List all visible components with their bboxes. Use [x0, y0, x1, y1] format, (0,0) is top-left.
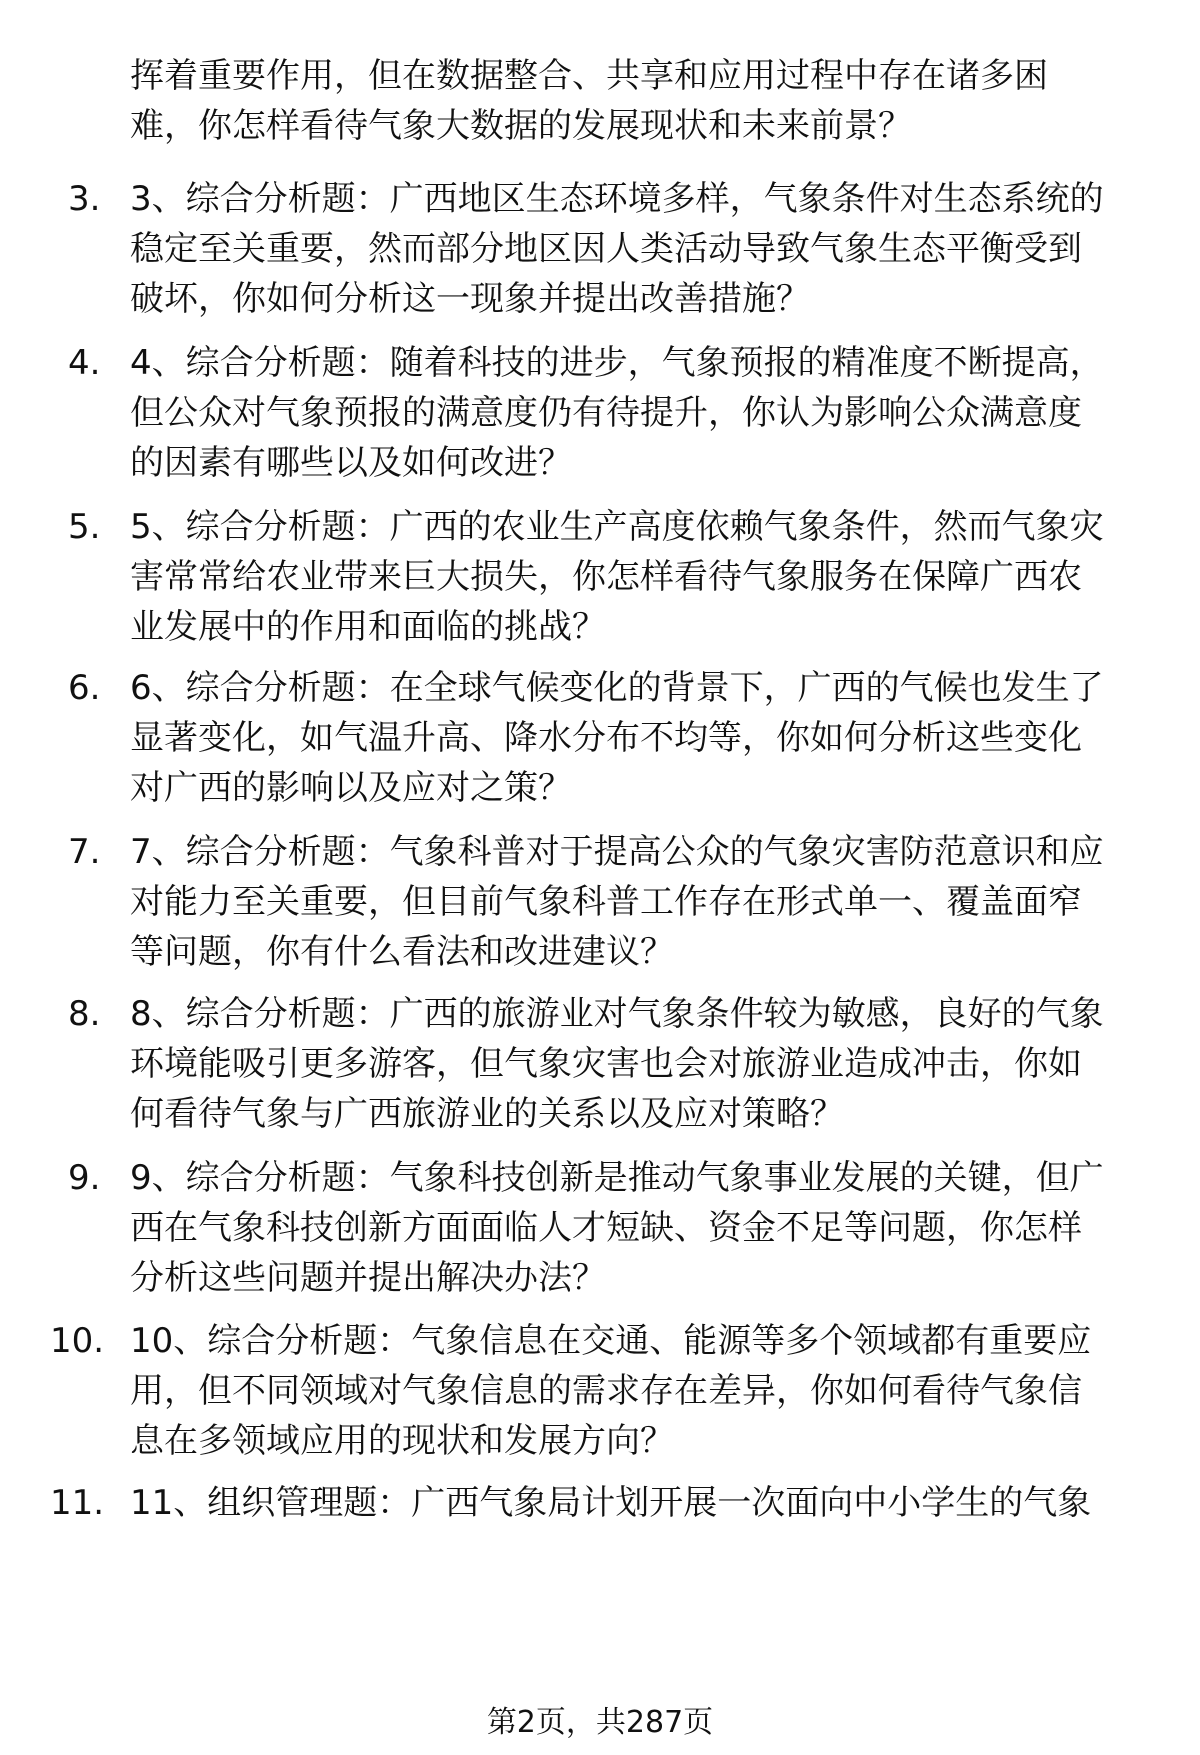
- question-line: 7、综合分析题：气象科普对于提高公众的气象灾害防范意识和应: [130, 832, 1104, 872]
- question-line: 环境能吸引更多游客，但气象灾害也会对旅游业造成冲击，你如: [130, 1044, 1082, 1084]
- question-line: 业发展中的作用和面临的挑战？: [130, 607, 606, 647]
- question-line: 息在多领域应用的现状和发展方向？: [130, 1421, 674, 1461]
- question-line: 稳定至关重要，然而部分地区因人类活动导致气象生态平衡受到: [130, 229, 1082, 269]
- question-number: 6.: [68, 668, 101, 708]
- question-line: 等问题，你有什么看法和改进建议？: [130, 932, 674, 972]
- question-number: 8.: [68, 994, 101, 1034]
- question-line: 3、综合分析题：广西地区生态环境多样，气象条件对生态系统的: [130, 179, 1104, 219]
- question-line: 用，但不同领域对气象信息的需求存在差异，你如何看待气象信: [130, 1371, 1082, 1411]
- intro-line: 难，你怎样看待气象大数据的发展现状和未来前景？: [130, 106, 912, 146]
- question-line: 8、综合分析题：广西的旅游业对气象条件较为敏感，良好的气象: [130, 994, 1104, 1034]
- question-line: 9、综合分析题：气象科技创新是推动气象事业发展的关键，但广: [130, 1158, 1104, 1198]
- question-line: 但公众对气象预报的满意度仍有待提升，你认为影响公众满意度: [130, 393, 1082, 433]
- question-number: 9.: [68, 1158, 101, 1198]
- question-line: 4、综合分析题：随着科技的进步，气象预报的精准度不断提高，: [130, 343, 1104, 383]
- question-line: 的因素有哪些以及如何改进？: [130, 443, 572, 483]
- question-line: 破坏，你如何分析这一现象并提出改善措施？: [130, 279, 810, 319]
- question-line: 西在气象科技创新方面面临人才短缺、资金不足等问题，你怎样: [130, 1208, 1082, 1248]
- page-number-footer: 第2页，共287页: [486, 1705, 714, 1740]
- question-line: 10、综合分析题：气象信息在交通、能源等多个领域都有重要应: [130, 1321, 1092, 1361]
- question-line: 对广西的影响以及应对之策？: [130, 768, 572, 808]
- question-number: 10.: [50, 1321, 105, 1361]
- question-number: 5.: [68, 507, 101, 547]
- question-line: 显著变化，如气温升高、降水分布不均等，你如何分析这些变化: [130, 718, 1082, 758]
- question-number: 4.: [68, 343, 101, 383]
- intro-line: 挥着重要作用，但在数据整合、共享和应用过程中存在诸多困: [130, 56, 1048, 96]
- question-number: 7.: [68, 832, 101, 872]
- question-number: 11.: [50, 1483, 105, 1523]
- question-number: 3.: [68, 179, 101, 219]
- question-line: 害常常给农业带来巨大损失，你怎样看待气象服务在保障广西农: [130, 557, 1082, 597]
- question-line: 11、组织管理题：广西气象局计划开展一次面向中小学生的气象: [130, 1483, 1092, 1523]
- question-line: 何看待气象与广西旅游业的关系以及应对策略？: [130, 1094, 844, 1134]
- question-line: 6、综合分析题：在全球气候变化的背景下，广西的气候也发生了: [130, 668, 1104, 708]
- question-line: 5、综合分析题：广西的农业生产高度依赖气象条件，然而气象灾: [130, 507, 1104, 547]
- question-line: 分析这些问题并提出解决办法？: [130, 1258, 606, 1298]
- question-line: 对能力至关重要，但目前气象科普工作存在形式单一、覆盖面窄: [130, 882, 1082, 922]
